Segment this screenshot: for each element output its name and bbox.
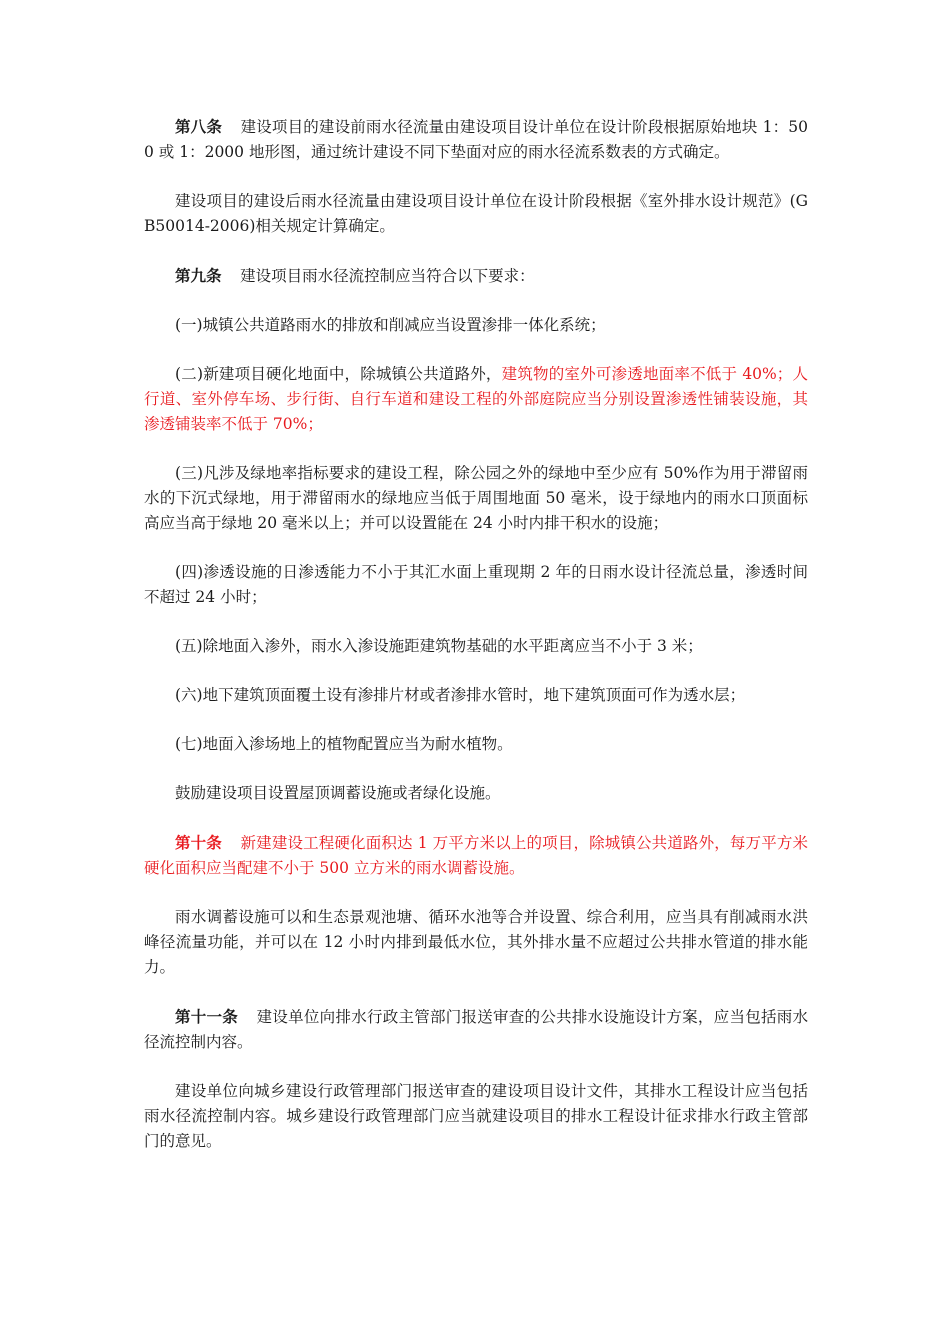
paragraph-text: 建设项目雨水径流控制应当符合以下要求：	[240, 267, 535, 285]
paragraph-text: (一)城镇公共道路雨水的排放和削减应当设置渗排一体化系统；	[175, 316, 606, 334]
paragraph-item-5	[144, 634, 808, 659]
paragraph-article-10-detail	[144, 905, 808, 980]
highlighted-text: 建筑物的室外可渗透地面率不低于 40%；人行道、室外停车场、步行街、自行车道和建设工程的外部庭院应当分别设置渗透性铺装设施，其渗透铺装率不低于 70%；	[144, 365, 808, 433]
paragraph-item-2	[144, 362, 808, 437]
article-heading: 第十条	[175, 833, 222, 852]
paragraph-item-1	[144, 313, 808, 338]
paragraph-item-4	[144, 560, 808, 610]
article-heading: 第十一条	[175, 1007, 239, 1026]
paragraph-text: 建设项目的建设前雨水径流量由建设项目设计单位在设计阶段根据原始地块 1：500 或 1：2000 地形图，通过统计建设不同下垫面对应的雨水径流系数表的方式确定。	[144, 118, 808, 161]
paragraph-text: (六)地下建筑顶面覆土设有渗排片材或者渗排水管时，地下建筑顶面可作为透水层；	[175, 686, 746, 704]
document-page	[144, 114, 808, 1178]
paragraph-text: 鼓励建设项目设置屋顶调蓄设施或者绿化设施。	[175, 784, 501, 802]
paragraph-encourage	[144, 781, 808, 806]
paragraph-article-10	[144, 830, 808, 881]
paragraph-text: (二)新建项目硬化地面中，除城镇公共道路外，	[175, 365, 502, 383]
paragraph-article-9	[144, 263, 808, 289]
paragraph-item-3	[144, 461, 808, 536]
paragraph-text: (四)渗透设施的日渗透能力不小于其汇水面上重现期 2 年的日雨水设计径流总量，渗透时间不超过 24 小时；	[144, 563, 808, 606]
paragraph-text: 建设项目的建设后雨水径流量由建设项目设计单位在设计阶段根据《室外排水设计规范》(GB50014-2006)相关规定计算确定。	[144, 192, 808, 235]
paragraph-article-8-post	[144, 189, 808, 239]
paragraph-text: 建设单位向排水行政主管部门报送审查的公共排水设施设计方案，应当包括雨水径流控制内容。	[144, 1008, 808, 1051]
paragraph-text: 建设单位向城乡建设行政管理部门报送审查的建设项目设计文件，其排水工程设计应当包括雨水径流控制内容。城乡建设行政管理部门应当就建设项目的排水工程设计征求排水行政主管部门的意见。	[144, 1082, 808, 1150]
paragraph-article-11	[144, 1004, 808, 1055]
paragraph-article-8	[144, 114, 808, 165]
paragraph-item-7	[144, 732, 808, 757]
article-heading: 第九条	[175, 266, 222, 285]
paragraph-text: (五)除地面入渗外，雨水入渗设施距建筑物基础的水平距离应当不小于 3 米；	[175, 637, 703, 655]
article-heading: 第八条	[175, 117, 222, 136]
paragraph-article-11-detail	[144, 1079, 808, 1154]
highlighted-text: 新建建设工程硬化面积达 1 万平方米以上的项目，除城镇公共道路外，每万平方米硬化面积应当配建不小于 500 立方米的雨水调蓄设施。	[144, 834, 808, 877]
paragraph-text: (七)地面入渗场地上的植物配置应当为耐水植物。	[175, 735, 513, 753]
paragraph-text: (三)凡涉及绿地率指标要求的建设工程，除公园之外的绿地中至少应有 50%作为用于滞留雨水的下沉式绿地，用于滞留雨水的绿地应当低于周围地面 50 毫米，设于绿地内的雨水口顶面标高应当高于绿地 20 毫米以上；并可以设置能在 24 小时内排干积水的设施；	[144, 464, 808, 532]
paragraph-text: 雨水调蓄设施可以和生态景观池塘、循环水池等合并设置、综合利用，应当具有削减雨水洪峰径流量功能，并可以在 12 小时内排到最低水位，其外排水量不应超过公共排水管道的排水能力。	[144, 908, 808, 976]
paragraph-item-6	[144, 683, 808, 708]
